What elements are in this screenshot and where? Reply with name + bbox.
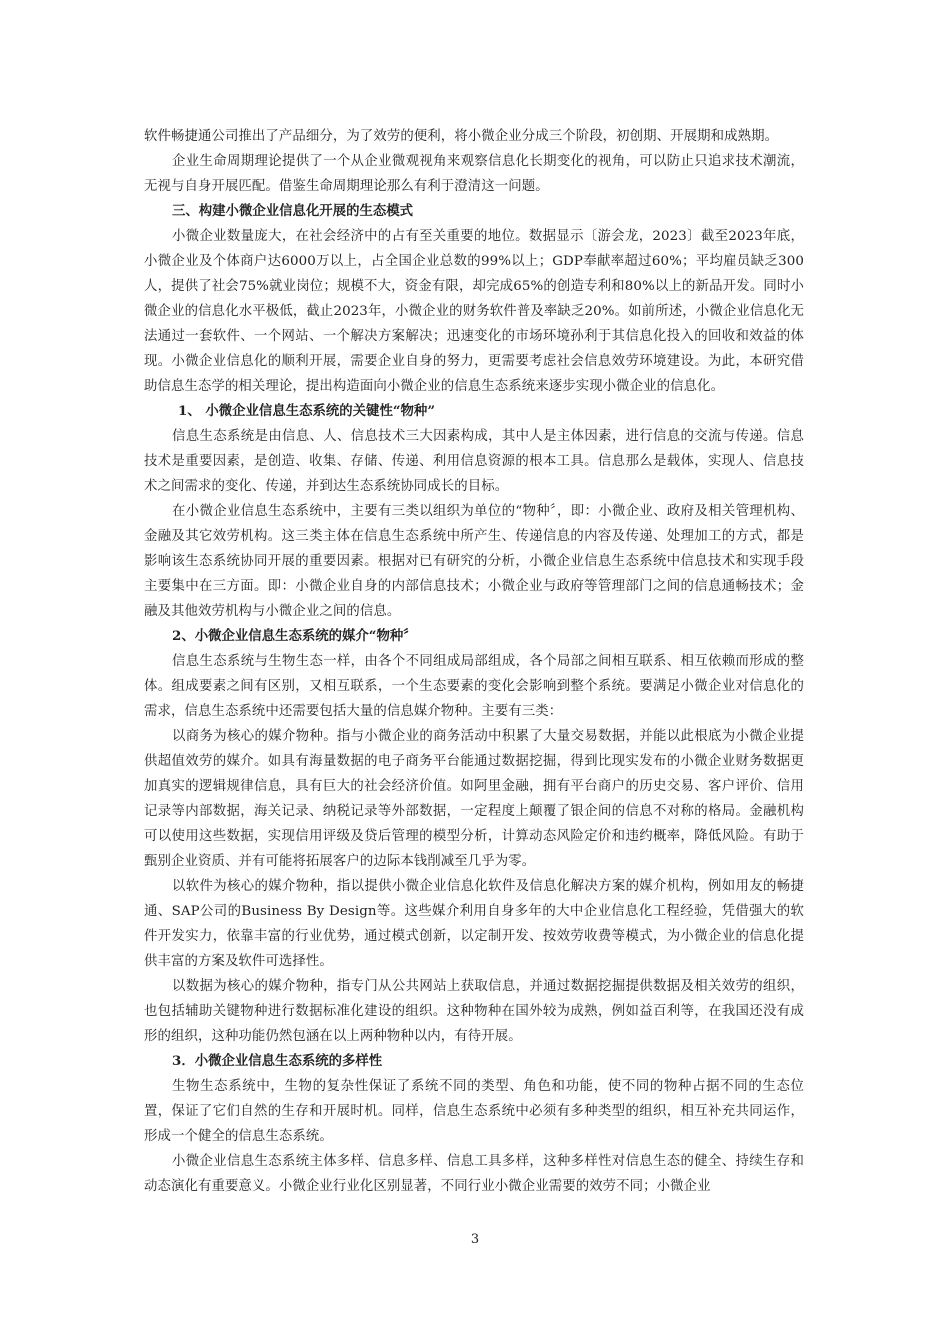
paragraph: 小微企业数量庞大，在社会经济中的占有至关重要的地位。数据显示〔游会龙，2023〕截至2023年底，小微企业及个体商户达6000万以上，占全国企业总数的99%以上；GDP奉献率超过60%；平均雇员缺乏300人，提供了社会75%就业岗位；规模不大，资金有限，却完成65%的创造专利和80%以上的新品开发。同时小微企业的信息化水平极低，截止2023年，小微企业的财务软件普及率缺乏20%。如前所述，小微企业信息化无法通过一套软件、一个网站、一个解决方案解决；迅速变化的市场环境孙利于其信息化投入的回收和效益的体现。小微企业信息化的顺利开展，需要企业自身的努力，更需要考虑社会信息效劳环境建设。为此，本研究借助信息生态学的相关理论，提出构造面向小微企业的信息生态系统来逐步实现小微企业的信息化。: [144, 229, 804, 394]
paragraph: 以软件为核心的媒介物种，指以提供小微企业信息化软件及信息化解决方案的媒介机构，例如用友的畅捷通、SAP公司的Business By Design等。这些媒介利用自身多年的大中企业信息化工程经验，凭借强大的软件开发实力，依靠丰富的行业优势，通过模式创新，以定制开发、按效劳收费等模式，为小微企业的信息化提供丰富的方案及软件可选择性。: [144, 879, 804, 969]
paragraph: 在小微企业信息生态系统中，主要有三类以组织为单位的“物种〞，即：小微企业、政府及相关管理机构、金融及其它效劳机构。这三类主体在信息生态系统中所产生、传递信息的内容及传递、处理加工的方式，都是影响该生态系统协同开展的重要因素。根据对已有研究的分析，小微企业信息生态系统中信息技术和实现手段主要集中在三方面。即：小微企业自身的内部信息技术；小微企业与政府等管理部门之间的信息通畅技术；金融及其他效劳机构与小微企业之间的信息。: [144, 504, 804, 619]
paragraph: 软件畅捷通公司推出了产品细分，为了效劳的便利，将小微企业分成三个阶段，初创期、开展期和成熟期。: [144, 129, 779, 144]
page-number: 3: [470, 1232, 480, 1247]
paragraph: 信息生态系统与生物生态一样，由各个不同组成局部组成，各个局部之间相互联系、相互依赖而形成的整体。组成要素之间有区别，又相互联系，一个生态要素的变化会影响到整个系统。要满足小微企业对信息化的需求，信息生态系统中还需要包括大量的信息媒介物种。主要有三类：: [144, 654, 804, 719]
paragraph: 小微企业信息生态系统主体多样、信息多样、信息工具多样，这种多样性对信息生态的健全、持续生存和动态演化有重要意义。小微企业行业化区别显著，不同行业小微企业需要的效劳不同；小微企业: [144, 1154, 804, 1194]
paragraph: 企业生命周期理论提供了一个从企业微观视角来观察信息化长期变化的视角，可以防止只追求技术潮流，无视与自身开展匹配。借鉴生命周期理论那么有利于澄清这一问题。: [144, 154, 804, 194]
paragraph: 以商务为核心的媒介物种。指与小微企业的商务活动中积累了大量交易数据，并能以此根底为小微企业提供超值效劳的媒介。如具有海量数据的电子商务平台能通过数据挖掘，得到比现实发布的小微企业财务数据更加真实的逻辑规律信息，具有巨大的社会经济价值。如阿里金融，拥有平台商户的历史交易、客户评价、信用记录等内部数据，海关记录、纳税记录等外部数据，一定程度上颠覆了银企间的信息不对称的格局。金融机构可以使用这些数据，实现信用评级及贷后管理的模型分析，计算动态风险定价和违约概率，降低风险。有助于甄别企业资质、并有可能将拓展客户的边际本钱削减至几乎为零。: [144, 729, 804, 869]
document-body: [144, 124, 804, 1199]
subsection-heading: 2、小微企业信息生态系统的媒介“物种〞: [172, 628, 417, 644]
subsection-heading: 3．小微企业信息生态系统的多样性: [172, 1053, 383, 1069]
paragraph: 生物生态系统中，生物的复杂性保证了系统不同的类型、角色和功能，使不同的物种占据不同的生态位置，保证了它们自然的生存和开展时机。同样，信息生态系统中必须有多种类型的组织，相互补充共同运作，形成一个健全的信息生态系统。: [144, 1079, 804, 1144]
paragraph: 信息生态系统是由信息、人、信息技术三大因素构成，其中人是主体因素，进行信息的交流与传递。信息技术是重要因素，是创造、收集、存储、传递、利用信息资源的根本工具。信息那么是载体，实现人、信息技术之间需求的变化、传递，并到达生态系统协同成长的目标。: [144, 429, 804, 494]
section-heading: 三、构建小微企业信息化开展的生态模式: [172, 203, 414, 219]
subsection-heading: 1、 小微企业信息生态系统的关键性“物种”: [178, 403, 436, 419]
paragraph: 以数据为核心的媒介物种，指专门从公共网站上获取信息，并通过数据挖掘提供数据及相关效劳的组织，也包括辅助关键物种进行数据标准化建设的组织。这种物种在国外较为成熟，例如益百利等，在我国还没有成形的组织，这种功能仍然包涵在以上两种物种以内，有待开展。: [144, 979, 804, 1044]
